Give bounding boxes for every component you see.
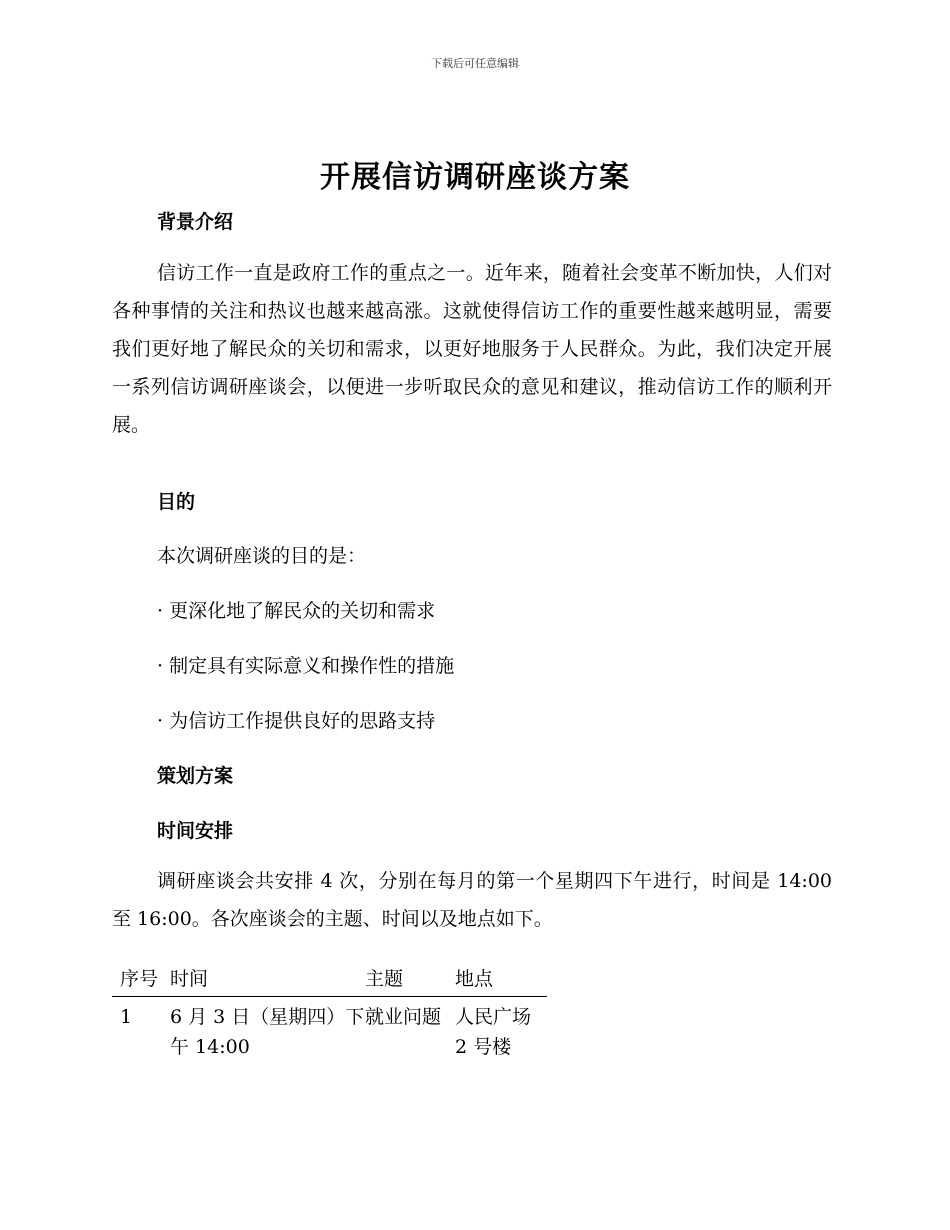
table-header-index: 序号 — [112, 964, 170, 997]
purpose-bullet-2: · 制定具有实际意义和操作性的措施 — [157, 655, 455, 677]
table-header-location: 地点 — [455, 964, 547, 997]
heading-purpose: 目的 — [157, 491, 196, 513]
paragraph-schedule: 调研座谈会共安排 4 次，分别在每月的第一个星期四下午进行，时间是 14:00 至 16:00。各次座谈会的主题、时间以及地点如下。 — [112, 870, 832, 930]
paragraph-background: 信访工作一直是政府工作的重点之一。近年来，随着社会变革不断加快，人们对各种事情的关注和热议也越来越高涨。这就使得信访工作的重要性越来越明显，需要我们更好地了解民众的关切和需求，以更好地服务于人民群众。为此，我们决定开展一系列信访调研座谈会，以便进一步听取民众的意见和建议，推动信访工作的顺利开展。 — [112, 262, 832, 436]
table-header-time: 时间 — [170, 964, 365, 997]
table-cell-time: 6 月 3 日（星期四）下午 14:00 — [170, 1006, 365, 1058]
heading-plan: 策划方案 — [157, 765, 234, 787]
table-header-row — [112, 964, 547, 997]
table-cell-topic: 就业问题 — [365, 1006, 442, 1028]
table-cell-index: 1 — [120, 1006, 133, 1028]
heading-background: 背景介绍 — [157, 211, 234, 233]
table-header-topic: 主题 — [365, 964, 455, 997]
purpose-bullet-3: · 为信访工作提供良好的思路支持 — [157, 710, 436, 732]
purpose-intro: 本次调研座谈的目的是： — [157, 545, 367, 567]
header-note: 下载后可任意编辑 — [431, 57, 519, 70]
table-cell-location: 人民广场 2 号楼 — [455, 1006, 532, 1058]
heading-schedule: 时间安排 — [157, 820, 234, 842]
page-title: 开展信访调研座谈方案 — [320, 160, 630, 195]
purpose-bullet-1: · 更深化地了解民众的关切和需求 — [157, 600, 436, 622]
schedule-table — [112, 964, 547, 1062]
table-row — [112, 997, 547, 1063]
